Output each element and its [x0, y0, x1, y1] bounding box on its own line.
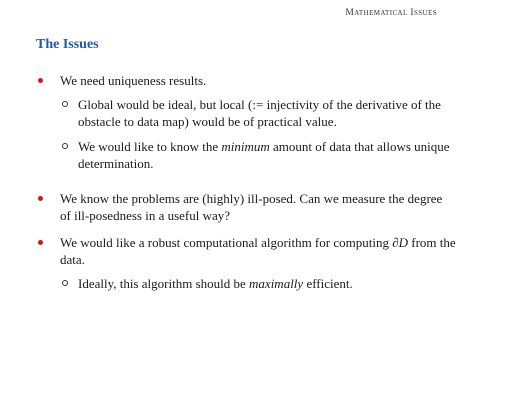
circle-bullet-icon [60, 96, 78, 113]
bullet-dot-icon [36, 190, 60, 207]
sub-item-text [78, 275, 456, 292]
text-part: Global would be ideal, but local ( [78, 97, 253, 112]
bullet-ill-posed [36, 190, 456, 224]
sub-item-text [78, 138, 456, 172]
slide-title: The Issues [36, 37, 99, 52]
text-part: from the data. [60, 235, 456, 267]
text-part: amount of data that allows unique determination. [78, 139, 450, 171]
bullet-body [60, 72, 456, 180]
circle-bullet-icon [60, 138, 78, 155]
sub-item-efficient [60, 275, 456, 292]
math-symbol: ∂D [392, 235, 409, 250]
sub-list [60, 275, 456, 292]
slide-content [36, 72, 456, 310]
bullet-dot-icon [36, 234, 60, 251]
text-part: injectivity of the derivative of the obstacle to data map) would be of practical value. [78, 97, 441, 129]
text-part: We would like to know the [78, 139, 222, 154]
bullet-text: We know the problems are (highly) ill-posed. Can we measure the degree of ill-posedness in a useful way? [60, 191, 443, 223]
sub-item-global-local [60, 96, 456, 130]
sub-item-text [78, 96, 456, 130]
text-part: efficient. [303, 276, 353, 291]
sub-list [60, 96, 456, 172]
bullet-text: We need uniqueness results. [60, 73, 207, 88]
emphasis-text: maximally [249, 276, 304, 291]
bullet-dot-icon [36, 72, 60, 89]
circle-bullet-icon [60, 275, 78, 292]
sub-item-minimum-data [60, 138, 456, 172]
text-part: Ideally, this algorithm should be [78, 276, 250, 291]
bullet-body [60, 234, 456, 300]
bullet-uniqueness [36, 72, 456, 180]
running-header: Mathematical Issues [345, 8, 437, 18]
bullet-algorithm [36, 234, 456, 300]
emphasis-text: minimum [221, 139, 270, 154]
math-symbol: := [252, 97, 264, 112]
text-part: We would like a robust computational algorithm for computing [60, 235, 393, 250]
